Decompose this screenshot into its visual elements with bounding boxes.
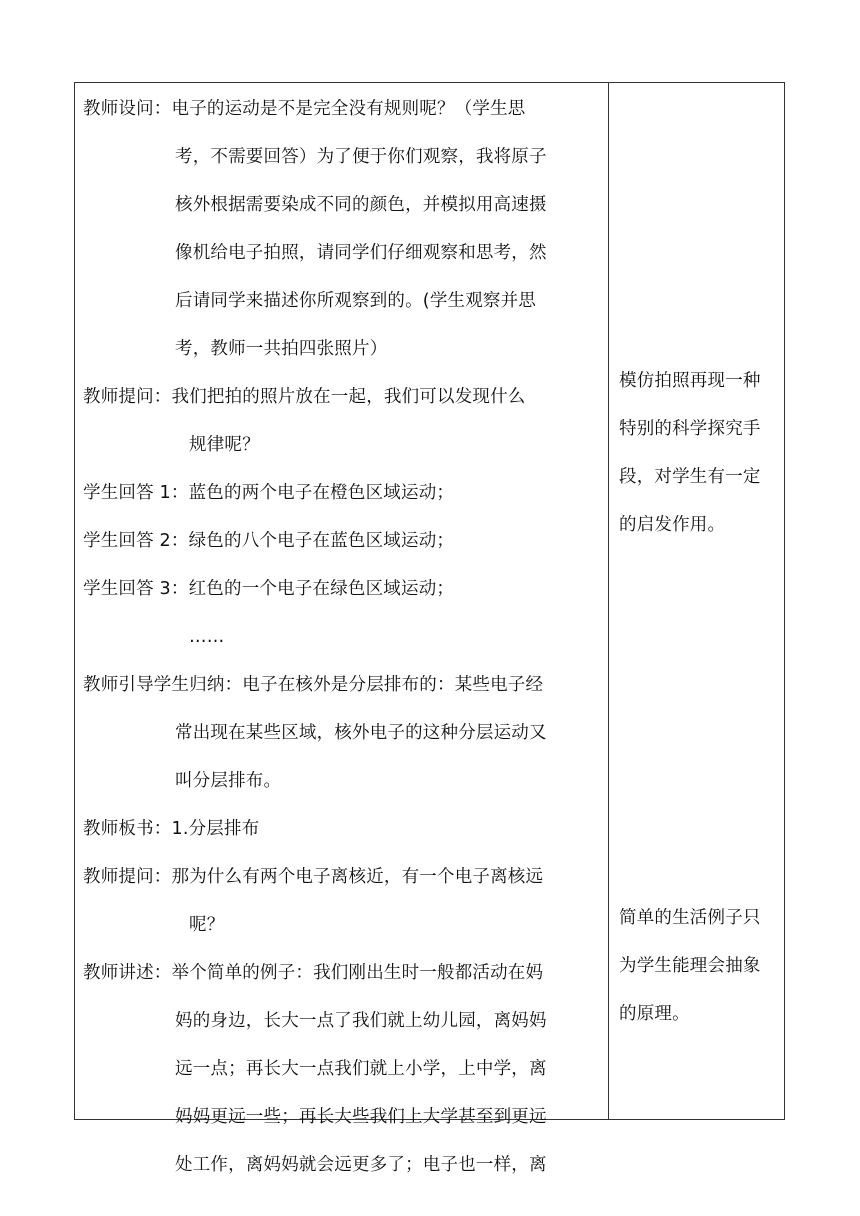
column-divider [608,83,609,1119]
main-line: 后请同学来描述你所观察到的。(学生观察并思 [175,291,537,311]
main-line: 呢？ [189,915,225,935]
main-line: 核外根据需要染成不同的颜色，并模拟用高速摄 [175,195,547,215]
main-line: 妈妈更远一些；再长大些我们上大学甚至到更远 [175,1107,547,1127]
main-line: 像机给电子拍照，请同学们仔细观察和思考，然 [175,243,547,263]
main-line: 规律呢？ [189,435,260,455]
main-line: 学生回答 1：蓝色的两个电子在橙色区域运动； [83,483,455,503]
main-line: …… [189,627,225,647]
lesson-table [74,82,785,1175]
note-line: 模仿拍照再现一种 [619,371,761,391]
main-line: 处工作，离妈妈就会远更多了；电子也一样，离 [175,1155,547,1175]
note-line: 的启发作用。 [619,515,726,535]
main-line: 教师引导学生归纳：电子在核外是分层排布的：某些电子经 [83,675,544,695]
note-line: 简单的生活例子只 [619,908,761,928]
main-line: 教师板书：1.分层排布 [83,819,260,839]
note-line: 为学生能理会抽象 [619,956,761,976]
main-line: 教师提问：我们把拍的照片放在一起，我们可以发现什么 [83,387,526,407]
main-line: 考，不需要回答）为了便于你们观察，我将原子 [175,147,547,167]
main-line: 叫分层排布。 [175,771,282,791]
main-line: 学生回答 2：绿色的八个电子在蓝色区域运动； [83,531,455,551]
note-line: 段，对学生有一定 [619,467,761,487]
main-line: 教师提问：那为什么有两个电子离核近，有一个电子离核远 [83,867,544,887]
main-line: 教师讲述：举个简单的例子：我们刚出生时一般都活动在妈 [83,963,544,983]
main-line: 妈的身边，长大一点了我们就上幼儿园，离妈妈 [175,1011,547,1031]
main-line: 教师设问：电子的运动是不是完全没有规则呢？（学生思 [83,99,526,119]
main-line: 远一点；再长大一点我们就上小学，上中学，离 [175,1059,547,1079]
main-line: 考，教师一共拍四张照片） [175,339,388,359]
main-line: 学生回答 3：红色的一个电子在绿色区域运动； [83,579,455,599]
note-line: 特别的科学探究手 [619,419,761,439]
main-line: 常出现在某些区域，核外电子的这种分层运动又 [175,723,547,743]
note-line: 的原理。 [619,1004,690,1024]
